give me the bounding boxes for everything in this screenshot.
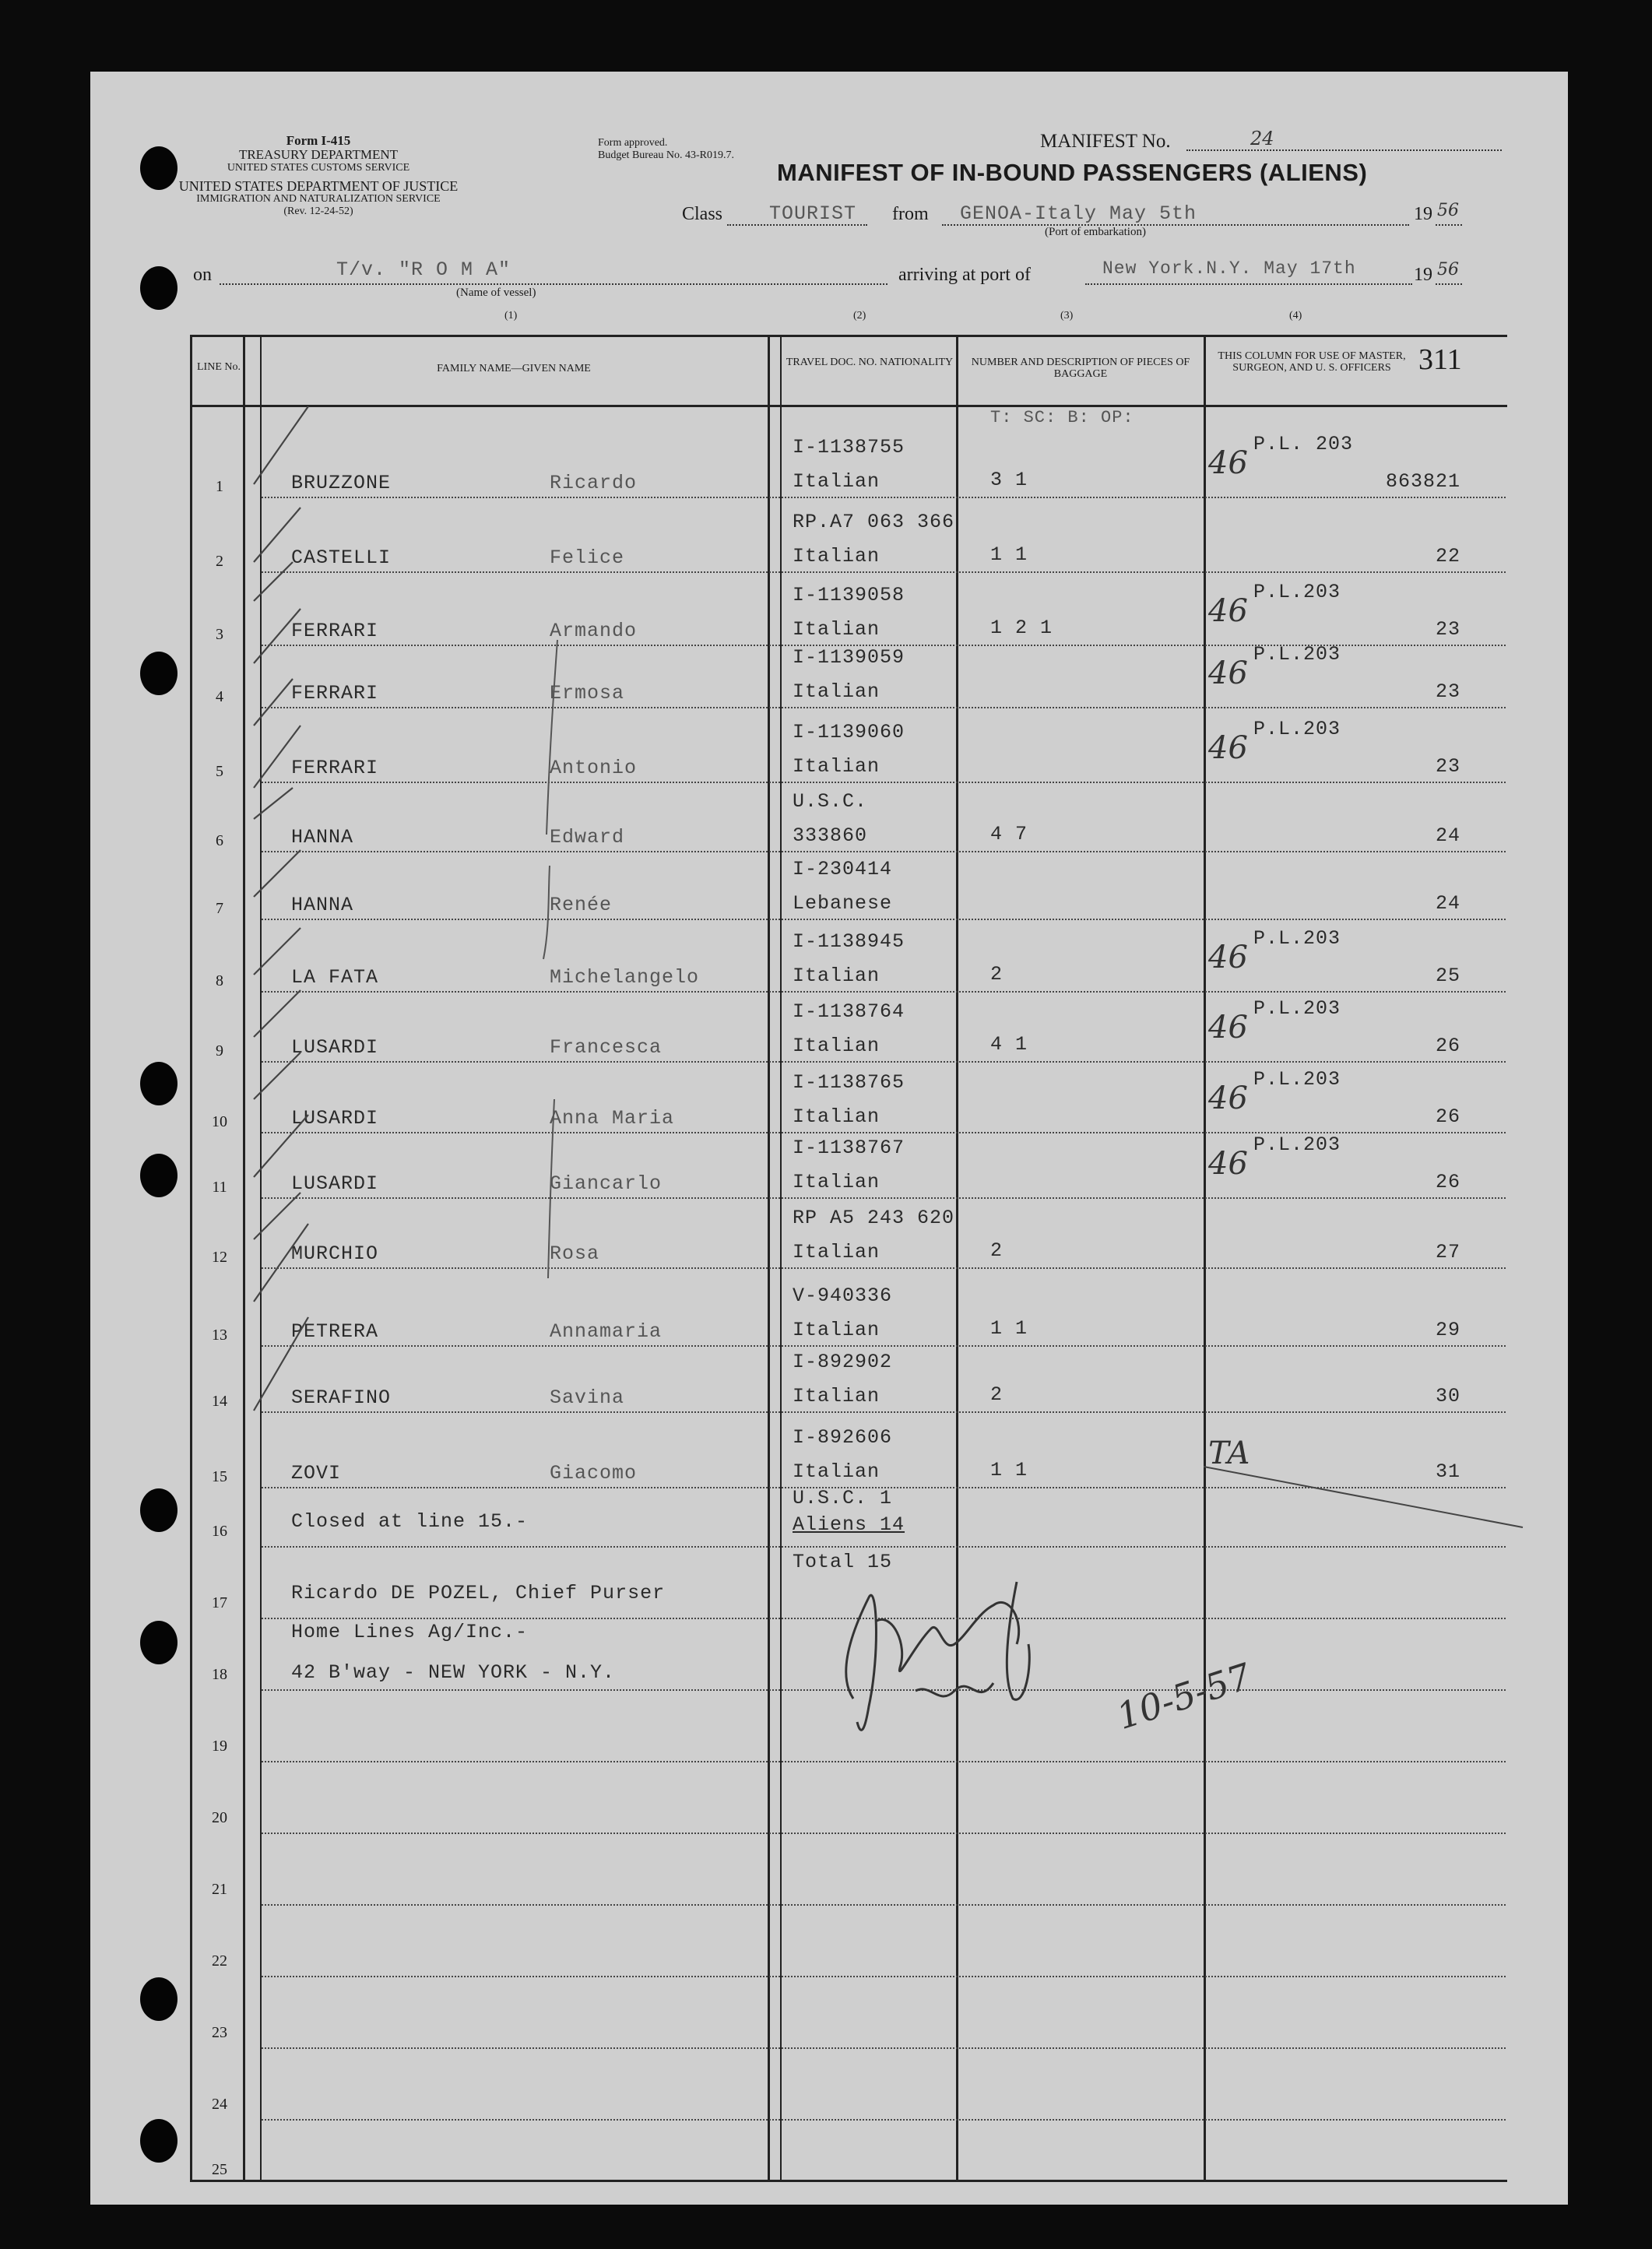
nationality: Italian <box>793 1241 880 1263</box>
line-number: 14 <box>212 1393 227 1410</box>
line-number: 9 <box>216 1042 223 1059</box>
officer-note: P.L.203 <box>1253 643 1341 666</box>
family-name: PETRERA <box>291 1320 379 1343</box>
line-number: 21 <box>212 1881 227 1898</box>
handwritten-mark: 46 <box>1208 1010 1248 1045</box>
family-name: LA FATA <box>291 966 379 989</box>
travel-doc-number: RP A5 243 620 <box>793 1207 955 1229</box>
officer-note: P.L.203 <box>1253 581 1341 603</box>
travel-doc-number: I-1138764 <box>793 1000 905 1023</box>
given-name: Savina <box>550 1386 625 1409</box>
travel-doc-number: RP.A7 063 366 <box>793 511 955 533</box>
total-count: Total 15 <box>793 1551 893 1573</box>
baggage-count: 2 <box>990 1239 1004 1262</box>
col-header-travel: TRAVEL DOC. NO. NATIONALITY <box>786 357 954 368</box>
row-divider <box>262 1546 1506 1548</box>
row-divider <box>262 1761 1506 1762</box>
officer-note: P.L.203 <box>1253 997 1341 1020</box>
page-number: 311 <box>1418 343 1462 376</box>
line-number: 8 <box>216 972 223 989</box>
officer-note: P.L.203 <box>1253 718 1341 740</box>
officer-note: P.L.203 <box>1253 1068 1341 1091</box>
col-num-4: (4) <box>1289 310 1302 322</box>
travel-doc-number: I-230414 <box>793 858 893 880</box>
manifest-label: MANIFEST No. <box>1040 131 1171 152</box>
nationality: Italian <box>793 1460 880 1483</box>
nationality: Italian <box>793 545 880 568</box>
col-header-name: FAMILY NAME—GIVEN NAME <box>437 363 591 374</box>
col-num-3: (3) <box>1060 310 1074 322</box>
travel-doc-number: I-1139060 <box>793 721 905 743</box>
officer-note: P.L.203 <box>1253 927 1341 950</box>
given-name: Annamaria <box>550 1320 663 1343</box>
row-divider <box>262 2119 1506 2121</box>
given-name: Felice <box>550 546 625 569</box>
pen-stroke <box>1204 1465 1531 1543</box>
baggage-count: 2 <box>990 963 1004 986</box>
officer-code: 22 <box>1435 545 1460 568</box>
row-divider <box>262 2047 1506 2049</box>
manifest-number: 24 <box>1250 128 1274 149</box>
line-number: 10 <box>212 1113 227 1130</box>
binder-hole <box>140 1488 178 1532</box>
nationality: Italian <box>793 680 880 703</box>
line-number: 15 <box>212 1468 227 1485</box>
officer-code: 23 <box>1435 680 1460 703</box>
line-number: 18 <box>212 1666 227 1683</box>
family-name: LUSARDI <box>291 1036 379 1059</box>
given-name: Ricardo <box>550 472 638 494</box>
officer-code: 24 <box>1435 824 1460 847</box>
col-num-2: (2) <box>853 310 866 322</box>
binder-hole <box>140 652 178 695</box>
handwritten-mark: 46 <box>1208 730 1248 766</box>
binder-hole <box>140 146 178 190</box>
nationality: Italian <box>793 1105 880 1128</box>
vessel-caption: (Name of vessel) <box>456 286 536 299</box>
row-divider <box>262 1833 1506 1834</box>
line-number: 2 <box>216 553 223 570</box>
given-name: Anna Maria <box>550 1107 675 1130</box>
given-name: Giancarlo <box>550 1172 663 1195</box>
port-caption: (Port of embarkation) <box>1045 226 1146 238</box>
vessel-name: T/v. "R O M A" <box>336 258 511 281</box>
line-number: 1 <box>216 478 223 495</box>
nationality: Italian <box>793 965 880 987</box>
officer-code: 26 <box>1435 1105 1460 1128</box>
line-number: 25 <box>212 2161 227 2178</box>
closed-note: Closed at line 15.- <box>291 1510 529 1533</box>
baggage-count: 1 2 1 <box>990 617 1053 639</box>
shipping-line: Home Lines Ag/Inc.- <box>291 1621 529 1643</box>
shipping-address: 42 B'way - NEW YORK - N.Y. <box>291 1661 616 1684</box>
given-name: Giacomo <box>550 1462 638 1485</box>
on-label: on <box>193 265 212 285</box>
family-name: CASTELLI <box>291 546 392 569</box>
family-name: SERAFINO <box>291 1386 392 1409</box>
justice-label: UNITED STATES DEPARTMENT OF JUSTICE <box>178 178 459 194</box>
class-value: TOURIST <box>769 202 857 225</box>
revision-label: (Rev. 12-24-52) <box>283 206 353 217</box>
nationality: Lebanese <box>793 892 893 915</box>
nationality: 333860 <box>793 824 868 847</box>
handwritten-mark: TA <box>1208 1435 1250 1471</box>
aliens-count: Aliens 14 <box>793 1513 905 1536</box>
nationality: Italian <box>793 1385 880 1407</box>
travel-doc-number: I-1138945 <box>793 930 905 953</box>
travel-doc-number: I-1138765 <box>793 1071 905 1094</box>
given-name: Edward <box>550 826 625 849</box>
handwritten-mark: 46 <box>1208 445 1248 481</box>
officer-code: 23 <box>1435 755 1460 778</box>
baggage-subheader: T: SC: B: OP: <box>990 408 1134 427</box>
from-label: from <box>892 204 929 224</box>
line-number: 6 <box>216 832 223 849</box>
travel-doc-number: U.S.C. <box>793 790 868 813</box>
family-name: LUSARDI <box>291 1172 379 1195</box>
row-divider <box>262 1904 1506 1906</box>
line-number: 5 <box>216 763 223 780</box>
form-approved: Form approved. <box>598 137 668 149</box>
officer-note: P.L.203 <box>1253 1133 1341 1156</box>
line-number: 23 <box>212 2024 227 2041</box>
given-name: Antonio <box>550 757 638 779</box>
family-name: HANNA <box>291 894 354 916</box>
baggage-count: 1 1 <box>990 1459 1028 1481</box>
given-name: Rosa <box>550 1242 600 1265</box>
given-name: Renée <box>550 894 613 916</box>
nationality: Italian <box>793 1319 880 1341</box>
family-name: BRUZZONE <box>291 472 392 494</box>
travel-doc-number: I-1139058 <box>793 584 905 606</box>
travel-doc-number: V-940336 <box>793 1284 893 1307</box>
class-label: Class <box>682 204 723 224</box>
line-number: 3 <box>216 626 223 643</box>
ins-label: IMMIGRATION AND NATURALIZATION SERVICE <box>196 193 441 205</box>
officer-code: 23 <box>1435 618 1460 641</box>
officer-code: 863821 <box>1385 470 1460 493</box>
line-number: 24 <box>212 2096 227 2113</box>
baggage-count: 2 <box>990 1383 1004 1406</box>
binder-hole <box>140 1977 178 2021</box>
officer-code: 24 <box>1435 892 1460 915</box>
travel-doc-number: I-1138767 <box>793 1137 905 1159</box>
col-header-line: LINE No. <box>197 361 241 373</box>
given-name: Armando <box>550 620 638 642</box>
baggage-count: 4 7 <box>990 823 1028 845</box>
line-number: 17 <box>212 1594 227 1611</box>
line-number: 22 <box>212 1952 227 1970</box>
col-num-1: (1) <box>504 310 518 322</box>
handwritten-mark: 46 <box>1208 940 1248 975</box>
baggage-count: 1 1 <box>990 1317 1028 1340</box>
family-name: FERRARI <box>291 620 379 642</box>
travel-doc-number: I-1139059 <box>793 646 905 669</box>
line-number: 7 <box>216 900 223 917</box>
nationality: Italian <box>793 1035 880 1057</box>
nationality: Italian <box>793 470 880 493</box>
customs-label: UNITED STATES CUSTOMS SERVICE <box>227 162 410 174</box>
family-name: LUSARDI <box>291 1107 379 1130</box>
handwritten-date: 10-5-57 <box>1111 1654 1257 1738</box>
officer-code: 25 <box>1435 965 1460 987</box>
binder-hole <box>140 1621 178 1664</box>
purser-name: Ricardo DE POZEL, Chief Purser <box>291 1582 666 1604</box>
col-header-officers: THIS COLUMN FOR USE OF MASTER, SURGEON, AND U. S. OFFICERS <box>1218 350 1406 374</box>
usc-count: U.S.C. 1 <box>793 1487 893 1509</box>
page-title: MANIFEST OF IN-BOUND PASSENGERS (ALIENS) <box>777 159 1368 186</box>
binder-hole <box>140 2119 178 2163</box>
handwritten-mark: 46 <box>1208 1081 1248 1116</box>
officer-code: 26 <box>1435 1035 1460 1057</box>
nationality: Italian <box>793 618 880 641</box>
line-number: 4 <box>216 688 223 705</box>
year-value: 56 <box>1437 260 1459 279</box>
family-name: HANNA <box>291 826 354 849</box>
treasury-label: TREASURY DEPARTMENT <box>238 147 399 162</box>
line-number: 16 <box>212 1523 227 1540</box>
travel-doc-number: I-1138755 <box>793 436 905 459</box>
officer-code: 29 <box>1435 1319 1460 1341</box>
officer-code: 26 <box>1435 1171 1460 1193</box>
from-value: GENOA-Italy May 5th <box>960 202 1197 225</box>
officer-code: 31 <box>1435 1460 1460 1483</box>
arrival-port: New York.N.Y. May 17th <box>1102 258 1356 279</box>
manifest-page <box>90 72 1568 2205</box>
year-prefix: 19 <box>1414 265 1432 285</box>
family-name: ZOVI <box>291 1462 342 1485</box>
line-number: 11 <box>212 1179 227 1196</box>
handwritten-mark: 46 <box>1208 655 1248 691</box>
family-name: MURCHIO <box>291 1242 379 1265</box>
officer-code: 30 <box>1435 1385 1460 1407</box>
given-name: Ermosa <box>550 682 625 705</box>
family-name: FERRARI <box>291 757 379 779</box>
handwritten-mark: 46 <box>1208 1146 1248 1182</box>
officer-note: P.L. 203 <box>1253 433 1354 455</box>
inspector-signature <box>822 1551 1102 1753</box>
row-divider <box>262 1976 1506 1977</box>
line-number: 13 <box>212 1327 227 1344</box>
year-prefix: 19 <box>1414 204 1432 224</box>
check-marks <box>238 399 565 1520</box>
arriving-label: arriving at port of <box>898 265 1031 285</box>
nationality: Italian <box>793 755 880 778</box>
given-name: Francesca <box>550 1036 663 1059</box>
line-number: 20 <box>212 1809 227 1826</box>
nationality: Italian <box>793 1171 880 1193</box>
baggage-count: 3 1 <box>990 469 1028 491</box>
binder-hole <box>140 266 178 310</box>
col-header-baggage: NUMBER AND DESCRIPTION OF PIECES OF BAGGAGE <box>971 357 1190 381</box>
family-name: FERRARI <box>291 682 379 705</box>
baggage-count: 4 1 <box>990 1033 1028 1056</box>
travel-doc-number: I-892606 <box>793 1426 893 1449</box>
handwritten-mark: 46 <box>1208 593 1248 629</box>
line-number: 19 <box>212 1738 227 1755</box>
binder-hole <box>140 1062 178 1105</box>
binder-hole <box>140 1154 178 1197</box>
given-name: Michelangelo <box>550 966 700 989</box>
baggage-count: 1 1 <box>990 543 1028 566</box>
line-number: 12 <box>212 1249 227 1266</box>
travel-doc-number: I-892902 <box>793 1351 893 1373</box>
budget-bureau: Budget Bureau No. 43-R019.7. <box>598 149 734 161</box>
year-value: 56 <box>1437 201 1459 220</box>
officer-code: 27 <box>1435 1241 1460 1263</box>
form-number: Form I-415 <box>286 133 351 148</box>
